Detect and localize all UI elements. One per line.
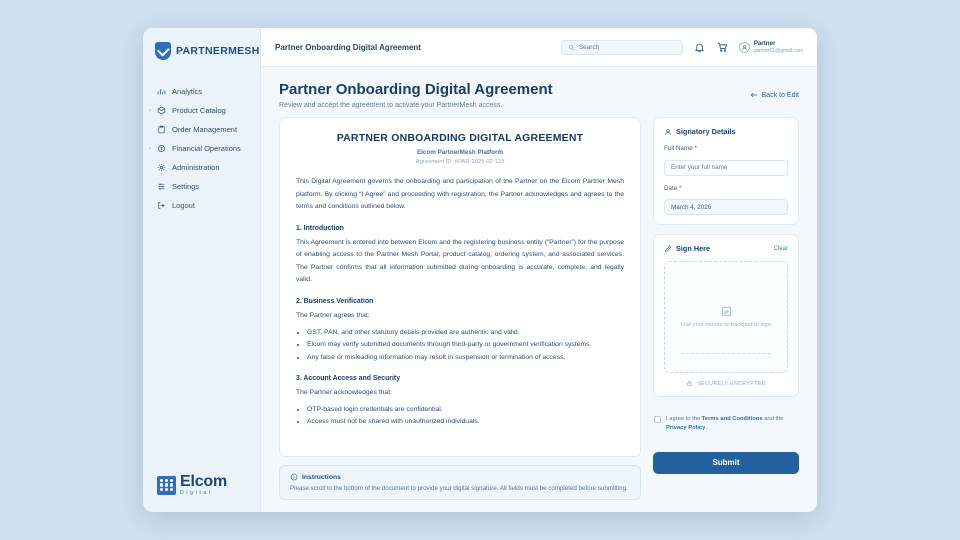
info-icon (290, 473, 298, 481)
coin-icon (157, 144, 166, 153)
topbar-title: Partner Onboarding Digital Agreement (275, 42, 421, 52)
chevron-right-icon: › (149, 107, 151, 114)
list-item: • Elcom may verify submitted documents through third-party or government verification systems. (307, 339, 624, 352)
section-heading: 1. Introduction (296, 224, 344, 232)
avatar (739, 42, 750, 53)
page-title: Partner Onboarding Digital Agreement (279, 81, 553, 98)
sidebar-item-label: Administration (172, 163, 220, 172)
brand (143, 28, 260, 74)
date-input[interactable] (664, 199, 788, 215)
page-subtitle: Review and accept the agreement to activate your PartnerMesh access. (279, 102, 503, 109)
section-paragraph: The Partner agrees that: (296, 311, 370, 319)
gear-icon (157, 163, 166, 172)
consent-suffix: . (705, 424, 707, 431)
clipboard-icon (157, 125, 166, 134)
chart-icon (157, 87, 166, 96)
date-label (664, 185, 788, 192)
list-item: • GST, PAN, and other statutory details provided are authentic and valid. (307, 327, 624, 340)
sidebar-item-product-catalog[interactable] (143, 101, 260, 120)
privacy-policy-link[interactable]: Privacy Policy (666, 424, 706, 431)
elcom-digital-logo (157, 474, 227, 496)
sidebar-item-logout[interactable] (143, 196, 260, 215)
topbar (261, 28, 817, 67)
list-item: • OTP-based login credentials are confidential. (307, 404, 624, 417)
consent-prefix: I agree to the (666, 416, 701, 422)
sidebar-item-label: Product Catalog (172, 106, 226, 115)
search-input[interactable] (579, 44, 676, 51)
notifications-button[interactable] (693, 41, 706, 54)
partnermesh-logo-icon (155, 42, 171, 60)
sidebar (143, 28, 261, 512)
content-area (261, 117, 817, 512)
list-item: • Any false or misleading information may result in suspension or termination of access. (307, 352, 624, 365)
full-name-input[interactable] (664, 160, 788, 176)
user-email: partner01@gmail.com (753, 47, 803, 54)
sidebar-item-settings[interactable] (143, 177, 260, 196)
clear-signature-button[interactable]: Clear (773, 245, 788, 252)
main-area (261, 28, 817, 512)
document-agreement-id: Agreement ID: #PAR-2025-02-123 (415, 159, 505, 165)
section-heading: 2. Business Verification (296, 297, 374, 305)
consent-row (653, 415, 799, 433)
right-column (653, 117, 799, 500)
app-window (143, 28, 817, 512)
pen-icon (664, 245, 672, 253)
chevron-right-icon: › (149, 145, 151, 152)
secure-note-text: SECURELY ENCRYPTED (697, 380, 766, 387)
sidebar-item-label: Logout (172, 201, 195, 210)
required-asterisk: * (679, 184, 682, 192)
user-badge-icon (664, 128, 672, 136)
elcom-subtext: Digital (180, 490, 213, 496)
signature-panel (653, 234, 799, 397)
signatory-panel-title: Signatory Details (676, 127, 736, 136)
brand-name: PARTNERMESH (176, 45, 260, 57)
back-to-edit-label: Back to Edit (761, 91, 799, 99)
secure-note (664, 380, 788, 387)
signature-pad[interactable] (664, 261, 788, 373)
scroll-fade (280, 440, 640, 456)
user-name: Partner (753, 40, 776, 47)
signature-panel-title: Sign Here (676, 244, 711, 253)
sidebar-item-analytics[interactable] (143, 82, 260, 101)
user-icon (741, 44, 748, 51)
document-platform: Elcom PartnerMesh Platform (416, 149, 504, 156)
section-paragraph: This Agreement is entered into between Elcom and the registering business entity (“Partner”) for the purpose of enabling access to the Partner Mesh Portal, product catalog, ordering system, and associated services. The Partner confirms that all information submitted during onboarding is accurate, complete, and legally valid. (296, 238, 624, 284)
elcom-wordmark: Elcom (180, 473, 228, 490)
page-header (261, 67, 817, 117)
consent-text (666, 415, 798, 433)
sidebar-item-financial-operations[interactable] (143, 139, 260, 158)
instructions-banner (279, 465, 641, 500)
list-item: • Access must not be shared with unauthorized individuals. (307, 416, 624, 429)
search-box[interactable] (561, 40, 683, 55)
box-icon (157, 106, 166, 115)
sidebar-item-order-management[interactable] (143, 120, 260, 139)
document-title: PARTNER ONBOARDING DIGITAL AGREEMENT (336, 132, 584, 144)
instructions-title: Instructions (302, 473, 341, 481)
lock-icon (686, 380, 693, 387)
section-bullets (307, 327, 624, 365)
arrow-left-icon (750, 91, 758, 99)
signatory-details-panel (653, 117, 799, 225)
submit-button[interactable]: Submit (653, 452, 799, 474)
signature-icon (721, 306, 732, 317)
sliders-icon (157, 182, 166, 191)
date-label-text: Date (664, 184, 678, 192)
section-heading: 3. Account Access and Security (296, 375, 401, 383)
back-to-edit-button[interactable] (750, 91, 799, 99)
document-column (279, 117, 641, 500)
full-name-label-text: Full Name (664, 145, 693, 152)
user-menu[interactable] (739, 40, 803, 54)
required-asterisk: * (694, 145, 697, 152)
cart-icon (717, 42, 728, 53)
sidebar-item-label: Settings (172, 182, 200, 191)
sidebar-item-administration[interactable] (143, 158, 260, 177)
signature-baseline (681, 353, 771, 354)
agree-checkbox[interactable] (654, 416, 661, 423)
logout-icon (157, 201, 166, 210)
consent-middle: and the (764, 416, 784, 422)
sidebar-item-label: Order Management (172, 125, 238, 134)
sidebar-nav (143, 82, 260, 215)
cart-button[interactable] (716, 41, 729, 54)
section-bullets (307, 404, 624, 429)
section-paragraph: The Partner acknowledges that: (296, 389, 392, 397)
agreement-document[interactable] (279, 117, 641, 457)
bell-icon (694, 42, 705, 53)
full-name-label (664, 145, 788, 152)
signature-hint: Use your mouse or trackpad to sign (681, 322, 771, 328)
sidebar-item-label: Analytics (172, 87, 203, 96)
terms-and-conditions-link[interactable]: Terms and Conditions (701, 416, 763, 422)
instructions-text: Please scroll to the bottom of the document to provide your digital signature. All fields must be completed before submitting. (290, 485, 628, 492)
sidebar-item-label: Financial Operations (172, 144, 241, 153)
search-icon (568, 44, 575, 51)
elcom-grid-icon (157, 476, 176, 495)
document-intro: This Digital Agreement governs the onboarding and participation of the Partner on the Elcom Partner Mesh platform. By clicking “I Agree” and proceeding with registration, the Partner acknowledges and agrees to the terms and conditions outlined below. (296, 178, 624, 211)
